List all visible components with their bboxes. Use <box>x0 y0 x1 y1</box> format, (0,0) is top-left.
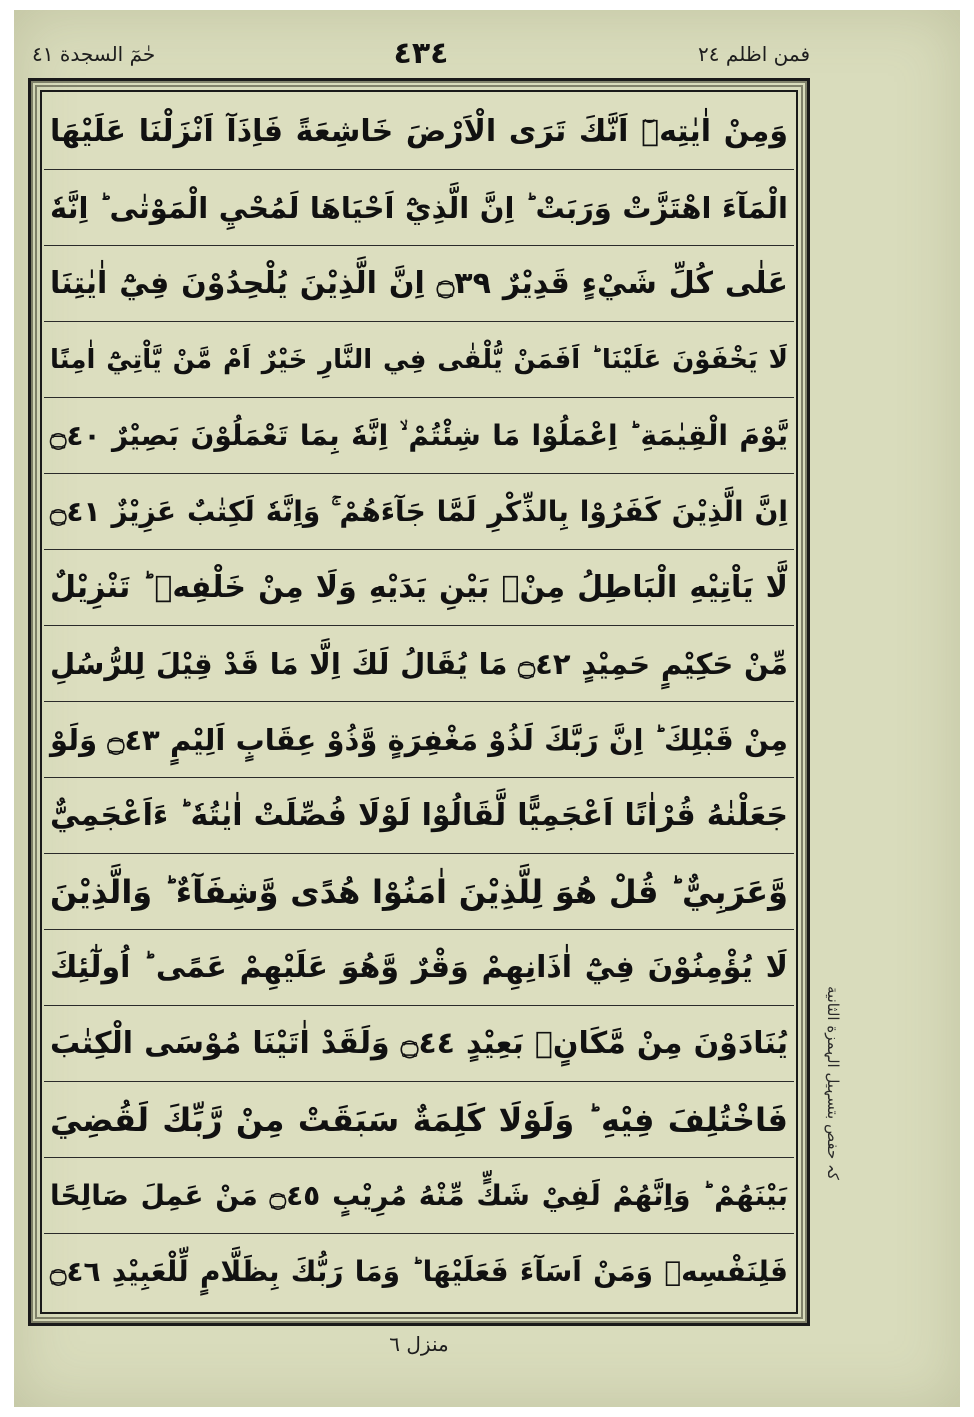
text-line: لَا يَخْفَوْنَ عَلَيْنَا ؕ اَفَمَنْ يُّلْقٰى فِي النَّارِ خَيْرٌ اَمْ مَّنْ يَّاْتِيْٓ اٰمِنًا <box>44 322 794 398</box>
manzil-footer: منزل ٦ <box>389 1332 449 1356</box>
text-line: عَلٰى كُلِّ شَيْءٍ قَدِيْرٌ ۝٣٩ اِنَّ الَّذِيْنَ يُلْحِدُوْنَ فِيْٓ اٰيٰتِنَا <box>44 246 794 322</box>
juz-label: فمن اظلم ٢٤ <box>698 42 810 66</box>
text-line: فَلِنَفْسِهٖ وَمَنْ اَسَآءَ فَعَلَيْهَا ؕ وَمَا رَبُّكَ بِظَلَّامٍ لِّلْعَبِيْدِ ۝٤٦ <box>50 1255 788 1288</box>
page-number: ٤٣٤ <box>393 36 449 71</box>
text-line: جَعَلْنٰهُ قُرْاٰنًا اَعْجَمِيًّا لَّقَالُوْا لَوْلَا فُصِّلَتْ اٰيٰتُهٗ ؕ ءَاَعْجَمِيٌّ <box>44 778 794 854</box>
text-line: لَا يُؤْمِنُوْنَ فِيْٓ اٰذَانِهِمْ وَقْرٌ وَّهُوَ عَلَيْهِمْ عَمًى ؕ اُولٰٓئِكَ <box>44 930 794 1006</box>
text-line: مِّنْ حَكِيْمٍ حَمِيْدٍ ۝٤٢ مَا يُقَالُ لَكَ اِلَّا مَا قَدْ قِيْلَ لِلرُّسُلِ <box>44 626 794 702</box>
text-line: وَمِنْ اٰيٰتِهٖٓ اَنَّكَ تَرَى الْاَرْضَ خَاشِعَةً فَاِذَآ اَنْزَلْنَا عَلَيْهَا <box>44 94 794 170</box>
text-line: بَيْنَهُمْ ؕ وَاِنَّهُمْ لَفِيْ شَكٍّ مِّنْهُ مُرِيْبٍ ۝٤٥ مَنْ عَمِلَ صَالِحًا <box>44 1158 794 1234</box>
text-line: فَاخْتُلِفَ فِيْهِ ؕ وَلَوْلَا كَلِمَةٌ سَبَقَتْ مِنْ رَّبِّكَ لَقُضِيَ <box>44 1082 794 1158</box>
page-header <box>32 36 810 76</box>
surah-label: حٰمٓ السجدة ٤١ <box>32 42 156 66</box>
text-line: الْمَآءَ اهْتَزَّتْ وَرَبَتْ ؕ اِنَّ الَّذِيْٓ اَحْيَاهَا لَمُحْيِ الْمَوْتٰى ؕ اِنَّهٗ <box>44 170 794 246</box>
text-block <box>44 94 794 1310</box>
text-line: وَّعَرَبِيٌّ ؕ قُلْ هُوَ لِلَّذِيْنَ اٰمَنُوْا هُدًى وَّشِفَآءٌ ؕ وَالَّذِيْنَ <box>44 854 794 930</box>
text-line: لَّا يَاْتِيْهِ الْبَاطِلُ مِنْۢ بَيْنِ يَدَيْهِ وَلَا مِنْ خَلْفِهٖ ؕ تَنْزِيْلٌ <box>44 550 794 626</box>
text-line: اِنَّ الَّذِيْنَ كَفَرُوْا بِالذِّكْرِ لَمَّا جَآءَهُمْ ۚ وَاِنَّهٗ لَكِتٰبٌ عَزِيْزٌ ۝٤١ <box>44 474 794 550</box>
text-line: يُنَادَوْنَ مِنْ مَّكَانٍۭ بَعِيْدٍ ۝٤٤ وَلَقَدْ اٰتَيْنَا مُوْسَى الْكِتٰبَ <box>44 1006 794 1082</box>
text-line: مِنْ قَبْلِكَ ؕ اِنَّ رَبَّكَ لَذُوْ مَغْفِرَةٍ وَّذُوْ عِقَابٍ اَلِيْمٍ ۝٤٣ وَلَوْ <box>44 702 794 778</box>
margin-note: کہ حفص بتسہیل الہمزة الثانیة <box>824 986 842 1180</box>
text-line: يَّوْمَ الْقِيٰمَةِ ؕ اِعْمَلُوْا مَا شِئْتُمْ ۙ اِنَّهٗ بِمَا تَعْمَلُوْنَ بَصِيْرٌ ۝٤٠ <box>44 398 794 474</box>
